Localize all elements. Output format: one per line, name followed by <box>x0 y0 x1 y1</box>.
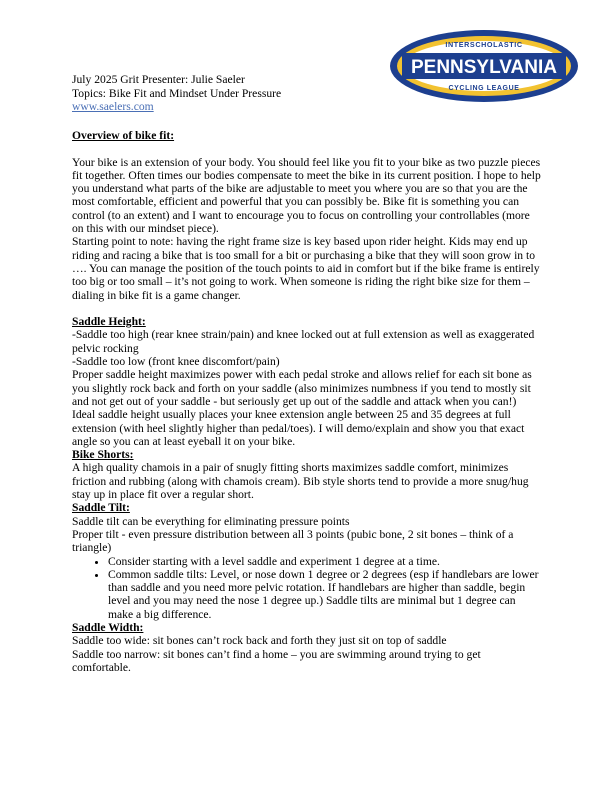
saddle-width-line: Saddle too narrow: sit bones can’t find a home – you are swimming around trying to get comfortable. <box>72 647 481 674</box>
bike-shorts-line: A high quality chamois in a pair of snugly fitting shorts maximizes saddle comfort, minimizes friction and rubbing (along with chamois cream). Bib style shorts tend to provide a more snug/hug stay up in place fit over a regular short. <box>72 461 529 502</box>
saddle-tilt-heading: Saddle Tilt: <box>72 501 130 515</box>
spacer <box>72 302 542 315</box>
document-body <box>72 129 542 674</box>
logo-bottom-text: CYCLING LEAGUE <box>448 85 520 92</box>
overview-paragraph-1: Your bike is an extension of your body. You should feel like you fit to your bike as two puzzle pieces fit together. Often times our bodies compensate to meet the bike in its current position. I hope to help you understand what parts of the bike are adjustable to meet you where you are so that you are the most comfortable, efficient and powerful that you can possibly be. Bike fit is something you can control (to an extent) and I want to encourage you to focus on controlling your controllables (more on this with our mindset piece). <box>72 155 541 236</box>
league-logo <box>388 28 580 104</box>
saddle-height-line: -Saddle too low (front knee discomfort/pain) <box>72 355 280 369</box>
logo-main-text: PENNSYLVANIA <box>410 57 558 78</box>
list-item: • Common saddle tilts: Level, or nose down 1 degree or 2 degrees (esp if handlebars are lower than saddle and you need more pelvic rotation. If handlebars are higher than saddle, begin level and you may need the nose 1 degree up.) Saddle tilts are minimal but 1 degree can make a big difference. <box>108 568 542 621</box>
spacer <box>72 142 542 155</box>
saddle-width-heading: Saddle Width: <box>72 620 144 634</box>
saddle-tilt-list <box>72 555 542 621</box>
header-block <box>72 73 281 114</box>
saddle-height-line: -Saddle too high (rear knee strain/pain) and knee locked out at full extension as well as exaggerated pelvic rocking <box>72 328 535 355</box>
saddle-height-heading: Saddle Height: <box>72 315 146 329</box>
overview-paragraph-2: Starting point to note: having the right frame size is key based upon rider height. Kids may end up riding and racing a bike that is too small for a bit or purchasing a bike that they will soon grow in to …. You can manage the position of the touch points to aid in comfort but if the bike frame is entirely too big or too small – it’s not going to work. When someone is riding the right bike size for them – dialing in bike fit is a game changer. <box>72 235 540 302</box>
overview-heading: Overview of bike fit: <box>72 129 175 142</box>
saddle-height-line: Proper saddle height maximizes power with each pedal stroke and allows relief for each sit bone as you slightly rock back and forth on your saddle (also minimizes numbness if you tend to mostly sit and not get out of your saddle - but seriously get up out of the saddle and attack when you can!) <box>72 368 532 408</box>
list-item: • Consider starting with a level saddle and experiment 1 degree at a time. <box>108 555 542 568</box>
saddle-height-line: Ideal saddle height usually places your knee extension angle between 25 and 35 degrees at full extension (with heel slightly higher than pedal/toes). I will demo/explain and show you that exact angle so you can at least eyeball it on your bike. <box>72 408 525 448</box>
topics-line: Topics: Bike Fit and Mindset Under Pressure <box>72 86 282 100</box>
saddle-width-line: Saddle too wide: sit bones can’t rock back and forth they just sit on top of saddle <box>72 634 447 648</box>
logo-top-text: INTERSCHOLASTIC <box>445 40 523 49</box>
bike-shorts-heading: Bike Shorts: <box>72 448 134 462</box>
presenter-line: July 2025 Grit Presenter: Julie Saeler <box>72 73 245 86</box>
website-link[interactable]: www.saelers.com <box>72 100 154 114</box>
saddle-tilt-line: Saddle tilt can be everything for eliminating pressure points <box>72 514 350 528</box>
saddle-tilt-line: Proper tilt - even pressure distribution between all 3 points (pubic bone, 2 sit bones – think of a triangle) <box>72 527 514 555</box>
